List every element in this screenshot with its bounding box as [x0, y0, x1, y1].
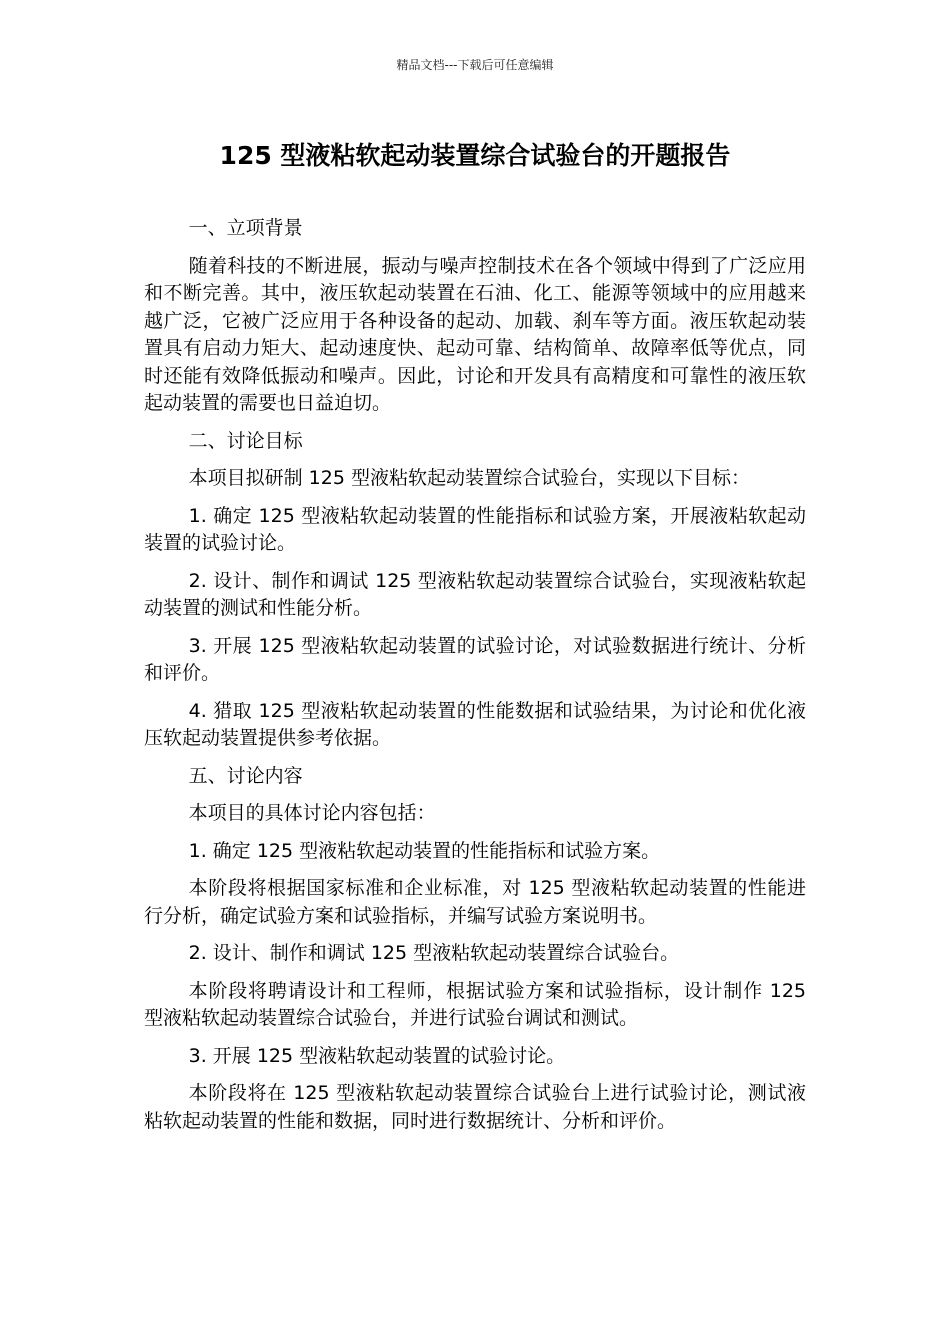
content-item-2: 2. 设计、制作和调试 125 型液粘软起动装置综合试验台。	[188, 942, 680, 964]
section-heading-goals: 二、讨论目标	[188, 429, 303, 452]
document-title: 125 型液粘软起动装置综合试验台的开题报告	[219, 141, 731, 170]
content-item-3-detail: 本阶段将在 125 型液粘软起动装置综合试验台上进行试验讨论，测试液粘软起动装置的性能和数据，同时进行数据统计、分析和评价。	[144, 1082, 806, 1132]
content-item-3: 3. 开展 125 型液粘软起动装置的试验讨论。	[188, 1044, 566, 1067]
document-body	[144, 215, 806, 1145]
paragraph-goals-intro: 本项目拟研制 125 型液粘软起动装置综合试验台，实现以下目标：	[188, 467, 750, 489]
content-item-1-detail: 本阶段将根据国家标准和企业标准，对 125 型液粘软起动装置的性能进行分析，确定试验方案和试验指标，并编写试验方案说明书。	[144, 877, 806, 927]
goal-item-4: 4. 猎取 125 型液粘软起动装置的性能数据和试验结果，为讨论和优化液压软起动装置提供参考依据。	[144, 699, 806, 749]
goal-item-2: 2. 设计、制作和调试 125 型液粘软起动装置综合试验台，实现液粘软起动装置的测试和性能分析。	[144, 569, 806, 619]
goal-item-3: 3. 开展 125 型液粘软起动装置的试验讨论，对试验数据进行统计、分析和评价。	[144, 634, 806, 684]
goal-item-1: 1. 确定 125 型液粘软起动装置的性能指标和试验方案，开展液粘软起动装置的试验讨论。	[144, 504, 806, 554]
paragraph-content-intro: 本项目的具体讨论内容包括：	[188, 802, 436, 824]
content-item-2-detail: 本阶段将聘请设计和工程师，根据试验方案和试验指标，设计制作 125 型液粘软起动装置综合试验台，并进行试验台调试和测试。	[144, 979, 806, 1029]
section-heading-content: 五、讨论内容	[188, 764, 303, 787]
page-header-note: 精品文档---下载后可任意编辑	[396, 58, 554, 72]
section-heading-background: 一、立项背景	[188, 217, 303, 239]
paragraph-background: 随着科技的不断进展，振动与噪声控制技术在各个领域中得到了广泛应用和不断完善。其中，液压软起动装置在石油、化工、能源等领域中的应用越来越广泛，它被广泛应用于各种设备的起动、加载、刹车等方面。液压软起动装置具有启动力矩大、起动速度快、起动可靠、结构简单、故障率低等优点，同时还能有效降低振动和噪声。因此，讨论和开发具有高精度和可靠性的液压软起动装置的需要也日益迫切。	[144, 254, 806, 414]
content-item-1: 1. 确定 125 型液粘软起动装置的性能指标和试验方案。	[188, 839, 661, 862]
